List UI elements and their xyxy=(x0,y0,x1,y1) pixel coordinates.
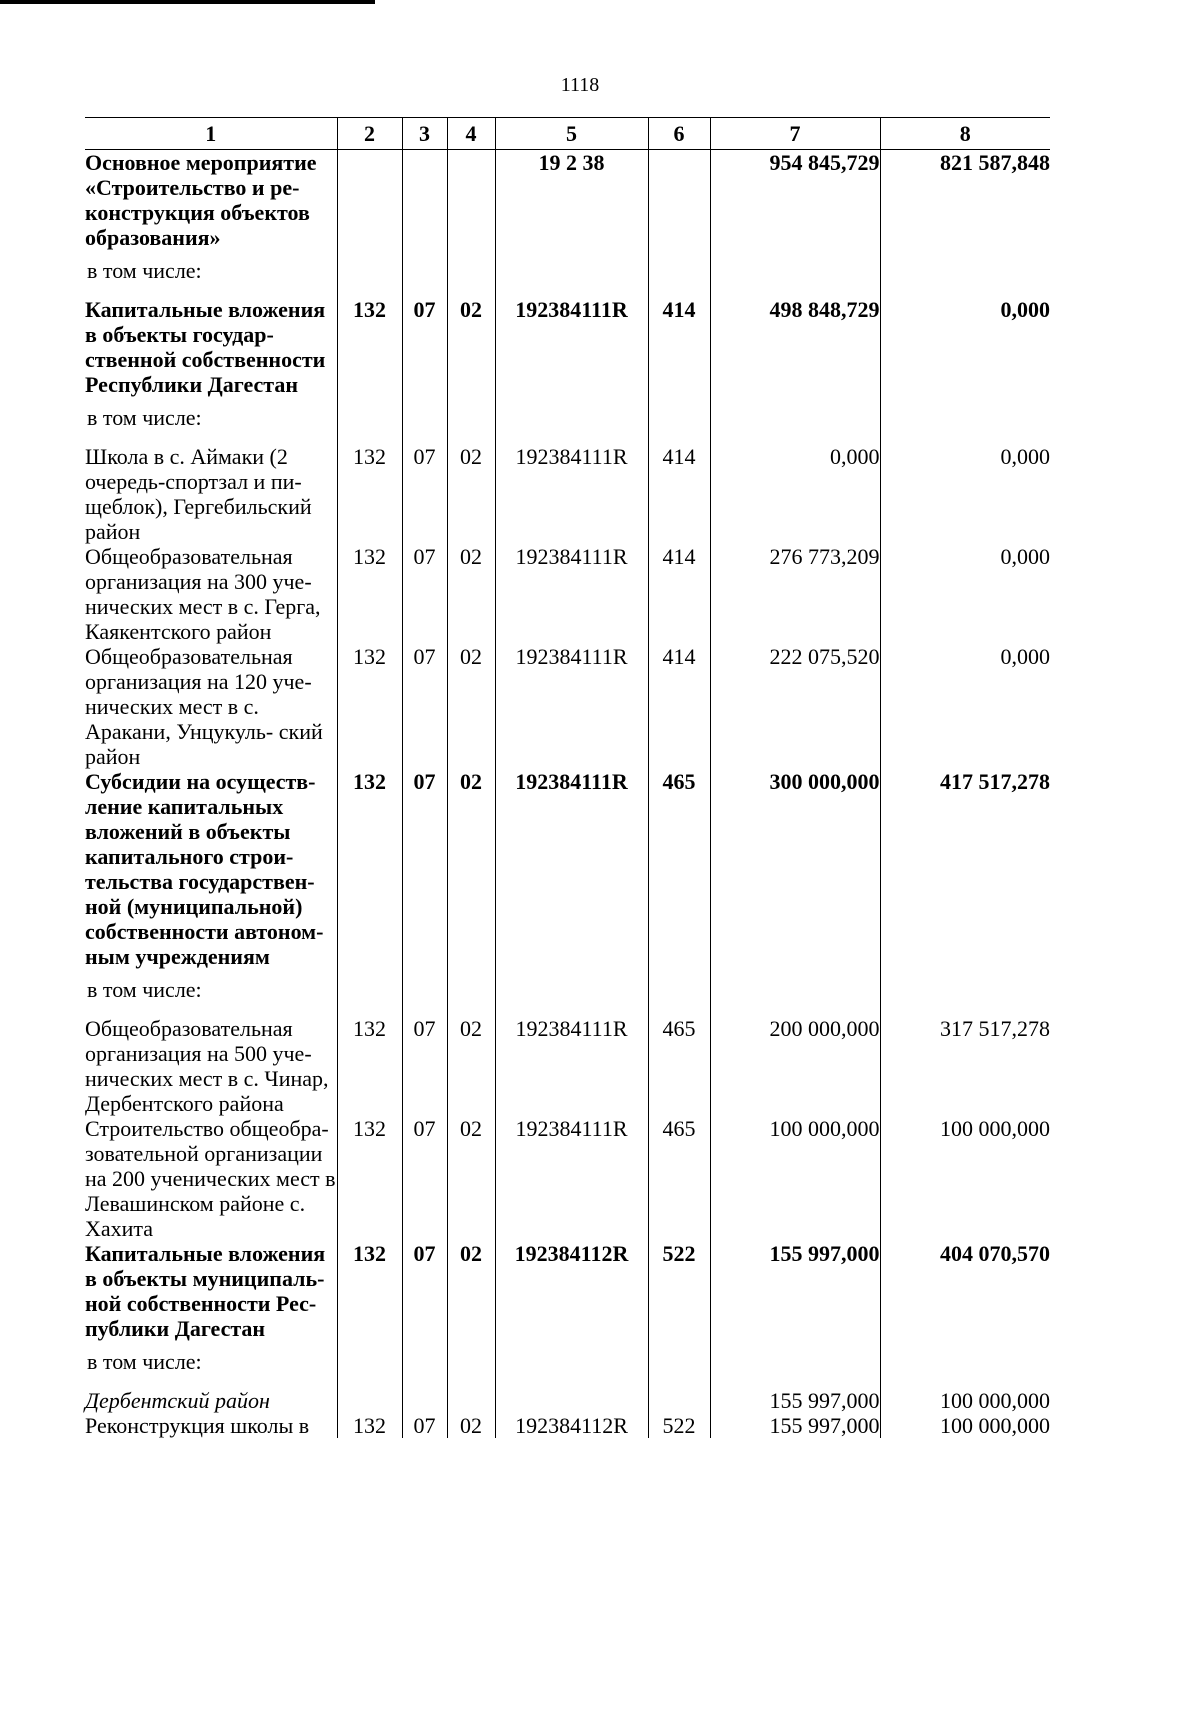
row-name: Дербентский район xyxy=(85,1388,270,1413)
cell-col-7 xyxy=(710,250,880,297)
cell-col-8: 0,000 xyxy=(880,297,1050,397)
cell-col-2: 132 xyxy=(337,544,402,644)
column-header: 5 xyxy=(495,118,648,150)
cell-col-5 xyxy=(495,250,648,297)
cell-col-7: 498 848,729 xyxy=(710,297,880,397)
cell-col-4: 02 xyxy=(447,544,495,644)
cell-col-3 xyxy=(402,250,447,297)
table-row xyxy=(85,1341,1050,1388)
cell-col-5: 192384111R xyxy=(495,544,648,644)
table-row xyxy=(85,444,1050,544)
cell-col-3: 07 xyxy=(402,1116,447,1241)
cell-col-2: 132 xyxy=(337,1413,402,1438)
cell-col-7: 100 000,000 xyxy=(710,1116,880,1241)
cell-col-8: 0,000 xyxy=(880,644,1050,769)
cell-col-4: 02 xyxy=(447,1116,495,1241)
cell-col-7: 300 000,000 xyxy=(710,769,880,969)
column-number-row xyxy=(85,118,1050,150)
cell-col-6: 414 xyxy=(648,444,710,544)
row-name: Основное мероприятие «Строительство и ре- конструкция объектов образования» xyxy=(85,150,317,250)
table-row xyxy=(85,544,1050,644)
cell-col-8: 417 517,278 xyxy=(880,769,1050,969)
top-rule xyxy=(0,0,375,4)
cell-col-2: 132 xyxy=(337,444,402,544)
cell-col-8: 100 000,000 xyxy=(880,1413,1050,1438)
cell-col-5 xyxy=(495,397,648,444)
cell-col-6 xyxy=(648,1341,710,1388)
cell-col-6: 414 xyxy=(648,544,710,644)
row-name: Реконструкция школы в xyxy=(85,1413,310,1438)
column-header: 6 xyxy=(648,118,710,150)
cell-col-3: 07 xyxy=(402,544,447,644)
table-row xyxy=(85,1388,1050,1413)
cell-col-7: 200 000,000 xyxy=(710,1016,880,1116)
table-row xyxy=(85,969,1050,1016)
cell-col-6: 465 xyxy=(648,1016,710,1116)
cell-col-4: 02 xyxy=(447,1413,495,1438)
cell-col-8: 100 000,000 xyxy=(880,1116,1050,1241)
column-header: 7 xyxy=(710,118,880,150)
cell-col-4: 02 xyxy=(447,1016,495,1116)
cell-col-4 xyxy=(447,150,495,251)
cell-col-5: 192384112R xyxy=(495,1241,648,1341)
cell-col-3: 07 xyxy=(402,297,447,397)
cell-col-5 xyxy=(495,1388,648,1413)
column-header: 8 xyxy=(880,118,1050,150)
cell-col-4 xyxy=(447,1388,495,1413)
table-row xyxy=(85,769,1050,969)
cell-col-2 xyxy=(337,969,402,1016)
cell-col-5: 192384111R xyxy=(495,297,648,397)
cell-col-2 xyxy=(337,1341,402,1388)
cell-col-3: 07 xyxy=(402,644,447,769)
row-name: Капитальные вложения в объекты муниципаль- ной собственности Рес- публики Дагестан xyxy=(85,1241,326,1341)
cell-col-6 xyxy=(648,969,710,1016)
cell-col-5: 192384111R xyxy=(495,769,648,969)
cell-col-4: 02 xyxy=(447,1241,495,1341)
cell-col-6: 522 xyxy=(648,1413,710,1438)
cell-col-5: 192384111R xyxy=(495,1116,648,1241)
cell-col-8: 821 587,848 xyxy=(880,150,1050,251)
cell-col-7 xyxy=(710,397,880,444)
cell-col-6: 465 xyxy=(648,1116,710,1241)
cell-col-2: 132 xyxy=(337,1016,402,1116)
row-name: в том числе: xyxy=(87,405,202,430)
row-name: Капитальные вложения в объекты государ- ственной собственности Республики Дагестан xyxy=(85,297,326,397)
cell-col-4: 02 xyxy=(447,297,495,397)
cell-col-6 xyxy=(648,397,710,444)
cell-col-3 xyxy=(402,397,447,444)
cell-col-3 xyxy=(402,150,447,251)
budget-table xyxy=(85,117,1050,1438)
cell-col-3 xyxy=(402,1341,447,1388)
table-body xyxy=(85,150,1050,1439)
cell-col-6 xyxy=(648,150,710,251)
cell-col-5 xyxy=(495,969,648,1016)
table-row xyxy=(85,1241,1050,1341)
cell-col-8: 0,000 xyxy=(880,444,1050,544)
cell-col-7: 155 997,000 xyxy=(710,1241,880,1341)
cell-col-8: 404 070,570 xyxy=(880,1241,1050,1341)
cell-col-2: 132 xyxy=(337,769,402,969)
cell-col-4: 02 xyxy=(447,769,495,969)
cell-col-2: 132 xyxy=(337,1116,402,1241)
page-number: 1118 xyxy=(560,74,600,96)
cell-col-5: 19 2 38 xyxy=(495,150,648,251)
cell-col-8: 100 000,000 xyxy=(880,1388,1050,1413)
cell-col-7: 954 845,729 xyxy=(710,150,880,251)
cell-col-6: 522 xyxy=(648,1241,710,1341)
cell-col-8 xyxy=(880,969,1050,1016)
column-header: 2 xyxy=(337,118,402,150)
cell-col-7: 0,000 xyxy=(710,444,880,544)
cell-col-2: 132 xyxy=(337,644,402,769)
cell-col-2 xyxy=(337,150,402,251)
table-row xyxy=(85,250,1050,297)
column-header: 1 xyxy=(85,118,337,150)
cell-col-5: 192384111R xyxy=(495,1016,648,1116)
column-header: 3 xyxy=(402,118,447,150)
table-row xyxy=(85,1413,1050,1438)
cell-col-2 xyxy=(337,397,402,444)
cell-col-3: 07 xyxy=(402,444,447,544)
table-row xyxy=(85,1116,1050,1241)
cell-col-8 xyxy=(880,250,1050,297)
column-header: 4 xyxy=(447,118,495,150)
cell-col-8: 0,000 xyxy=(880,544,1050,644)
cell-col-4 xyxy=(447,1341,495,1388)
row-name: Школа в с. Аймаки (2 очередь-спортзал и пи- щеблок), Гергебильский район xyxy=(85,444,312,544)
cell-col-3: 07 xyxy=(402,769,447,969)
cell-col-6: 465 xyxy=(648,769,710,969)
row-name: в том числе: xyxy=(87,1349,202,1374)
cell-col-2: 132 xyxy=(337,297,402,397)
row-name: в том числе: xyxy=(87,258,202,283)
cell-col-5: 192384111R xyxy=(495,644,648,769)
cell-col-4: 02 xyxy=(447,444,495,544)
cell-col-7: 155 997,000 xyxy=(710,1413,880,1438)
cell-col-7: 276 773,209 xyxy=(710,544,880,644)
table-row xyxy=(85,397,1050,444)
cell-col-3 xyxy=(402,1388,447,1413)
row-name: Общеобразовательная организация на 500 уче- нических мест в с. Чинар, Дербентского района xyxy=(85,1016,329,1116)
cell-col-6: 414 xyxy=(648,644,710,769)
cell-col-2 xyxy=(337,1388,402,1413)
cell-col-6 xyxy=(648,250,710,297)
table-row xyxy=(85,644,1050,769)
row-name: Субсидии на осуществ- ление капитальных вложений в объекты капитального строи- тельства государствен- ной (муниципальной) собственности автоном- ным учреждениям xyxy=(85,769,324,969)
cell-col-8 xyxy=(880,1341,1050,1388)
table-row xyxy=(85,1016,1050,1116)
cell-col-6 xyxy=(648,1388,710,1413)
cell-col-8 xyxy=(880,397,1050,444)
cell-col-5 xyxy=(495,1341,648,1388)
cell-col-3 xyxy=(402,969,447,1016)
cell-col-7: 155 997,000 xyxy=(710,1388,880,1413)
row-name: Строительство общеобра- зовательной организации на 200 ученических мест в Левашинском районе с. Хахита xyxy=(85,1116,336,1241)
cell-col-7: 222 075,520 xyxy=(710,644,880,769)
cell-col-8: 317 517,278 xyxy=(880,1016,1050,1116)
cell-col-3: 07 xyxy=(402,1241,447,1341)
cell-col-4: 02 xyxy=(447,644,495,769)
cell-col-7 xyxy=(710,969,880,1016)
row-name: Общеобразовательная организация на 120 уче- нических мест в с. Аракани, Унцукуль- ский район xyxy=(85,644,323,769)
cell-col-4 xyxy=(447,397,495,444)
row-name: в том числе: xyxy=(87,977,202,1002)
cell-col-5: 192384111R xyxy=(495,444,648,544)
cell-col-4 xyxy=(447,250,495,297)
cell-col-2: 132 xyxy=(337,1241,402,1341)
cell-col-4 xyxy=(447,969,495,1016)
cell-col-3: 07 xyxy=(402,1016,447,1116)
row-name: Общеобразовательная организация на 300 уче- нических мест в с. Герга, Каякентского район xyxy=(85,544,321,644)
cell-col-3: 07 xyxy=(402,1413,447,1438)
cell-col-6: 414 xyxy=(648,297,710,397)
cell-col-5: 192384112R xyxy=(495,1413,648,1438)
cell-col-2 xyxy=(337,250,402,297)
cell-col-7 xyxy=(710,1341,880,1388)
table-row xyxy=(85,150,1050,251)
table-row xyxy=(85,297,1050,397)
